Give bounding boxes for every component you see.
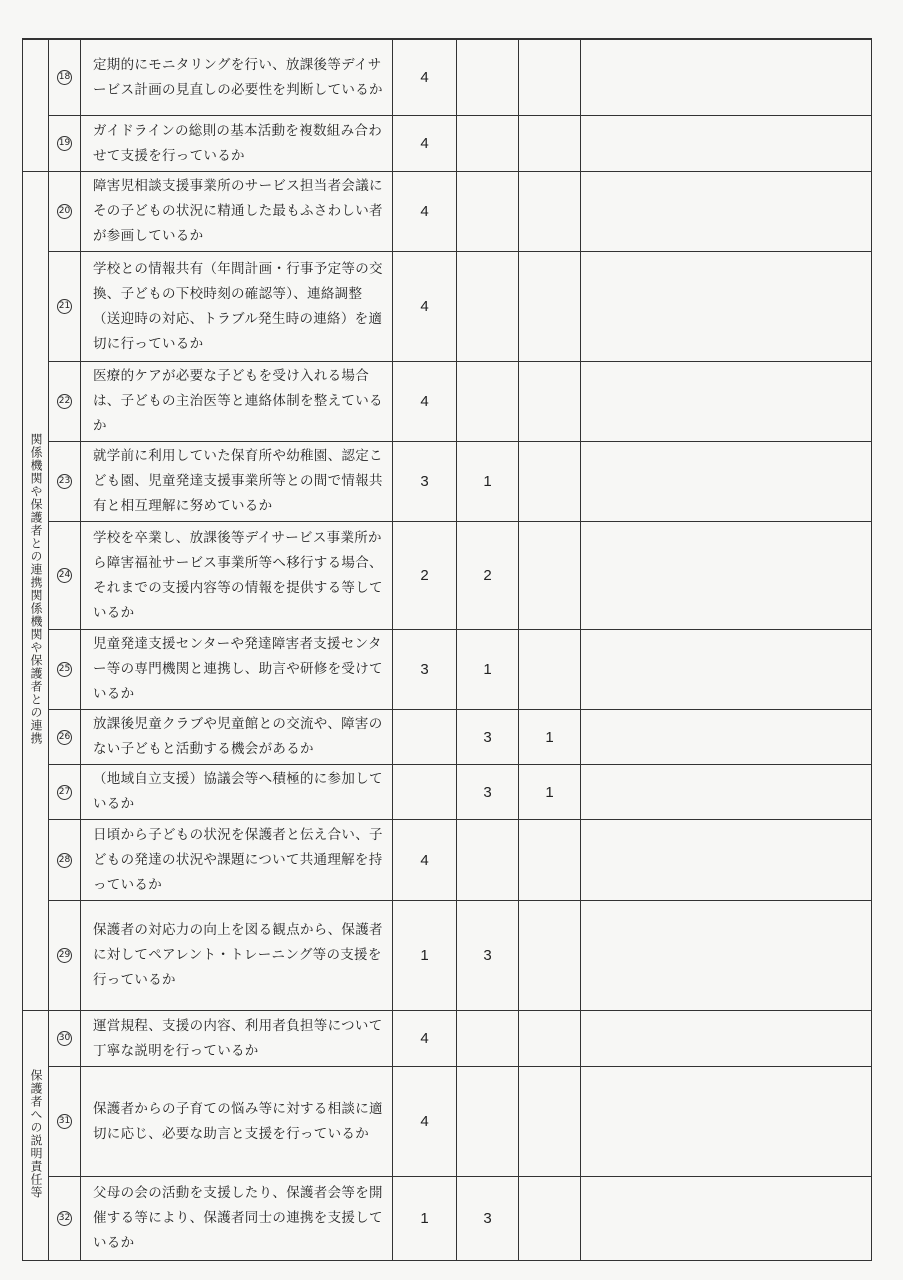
value-col-3 xyxy=(519,630,581,710)
question-text: 運営規程、支援の内容、利用者負担等について丁寧な説明を行っているか xyxy=(81,1011,393,1067)
value-col-3 xyxy=(519,1177,581,1261)
item-number: 20 xyxy=(49,172,81,252)
comment-cell xyxy=(581,40,872,116)
value-col-2: 3 xyxy=(457,765,519,820)
table-row xyxy=(23,820,872,901)
comment-cell xyxy=(581,172,872,252)
value-col-2: 3 xyxy=(457,710,519,765)
table-row xyxy=(23,1177,872,1261)
table-row xyxy=(23,630,872,710)
value-col-3 xyxy=(519,901,581,1011)
value-col-3 xyxy=(519,116,581,172)
table-row xyxy=(23,442,872,522)
question-text: 放課後児童クラブや児童館との交流や、障害のない子どもと活動する機会があるか xyxy=(81,710,393,765)
comment-cell xyxy=(581,522,872,630)
table-row xyxy=(23,1067,872,1177)
item-number: 25 xyxy=(49,630,81,710)
question-text: 定期的にモニタリングを行い、放課後等デイサービス計画の見直しの必要性を判断しているか xyxy=(81,40,393,116)
value-col-3: 1 xyxy=(519,710,581,765)
question-text: 学校との情報共有（年間計画・行事予定等の交換、子どもの下校時刻の確認等）、連絡調整（送迎時の対応、トラブル発生時の連絡）を適切に行っているか xyxy=(81,252,393,362)
comment-cell xyxy=(581,630,872,710)
value-col-3 xyxy=(519,172,581,252)
question-text: 学校を卒業し、放課後等デイサービス事業所から障害福祉サービス事業所等へ移行する場合、それまでの支援内容等の情報を提供する等しているか xyxy=(81,522,393,630)
comment-cell xyxy=(581,1067,872,1177)
item-number: 23 xyxy=(49,442,81,522)
value-col-2 xyxy=(457,362,519,442)
value-col-3 xyxy=(519,40,581,116)
value-col-3 xyxy=(519,522,581,630)
value-col-1 xyxy=(393,765,457,820)
value-col-3 xyxy=(519,1011,581,1067)
question-text: 父母の会の活動を支援したり、保護者会等を開催する等により、保護者同士の連携を支援しているか xyxy=(81,1177,393,1261)
value-col-3 xyxy=(519,252,581,362)
item-number: 18 xyxy=(49,40,81,116)
comment-cell xyxy=(581,362,872,442)
table-row xyxy=(23,172,872,252)
question-text: ガイドラインの総則の基本活動を複数組み合わせて支援を行っているか xyxy=(81,116,393,172)
value-col-2: 3 xyxy=(457,1177,519,1261)
comment-cell xyxy=(581,442,872,522)
question-text: 就学前に利用していた保育所や幼稚園、認定こども園、児童発達支援事業所等との間で情報共有と相互理解に努めているか xyxy=(81,442,393,522)
comment-cell xyxy=(581,1177,872,1261)
table-row xyxy=(23,901,872,1011)
item-number: 32 xyxy=(49,1177,81,1261)
value-col-2 xyxy=(457,820,519,901)
value-col-2 xyxy=(457,116,519,172)
table-row xyxy=(23,710,872,765)
value-col-1: 4 xyxy=(393,116,457,172)
question-text: （地域自立支援）協議会等へ積極的に参加しているか xyxy=(81,765,393,820)
value-col-3 xyxy=(519,1067,581,1177)
value-col-1: 4 xyxy=(393,362,457,442)
value-col-2: 1 xyxy=(457,630,519,710)
item-number: 30 xyxy=(49,1011,81,1067)
item-number: 26 xyxy=(49,710,81,765)
table-row xyxy=(23,1011,872,1067)
value-col-2 xyxy=(457,1067,519,1177)
value-col-2: 3 xyxy=(457,901,519,1011)
value-col-1: 3 xyxy=(393,630,457,710)
value-col-1: 1 xyxy=(393,901,457,1011)
comment-cell xyxy=(581,116,872,172)
item-number: 24 xyxy=(49,522,81,630)
value-col-1: 1 xyxy=(393,1177,457,1261)
question-text: 医療的ケアが必要な子どもを受け入れる場合は、子どもの主治医等と連絡体制を整えているか xyxy=(81,362,393,442)
value-col-1: 4 xyxy=(393,40,457,116)
category-cell xyxy=(23,40,49,172)
evaluation-table-sheet xyxy=(22,38,872,1251)
question-text: 日頃から子どもの状況を保護者と伝え合い、子どもの発達の状況や課題について共通理解を持っているか xyxy=(81,820,393,901)
table-row xyxy=(23,765,872,820)
value-col-1: 4 xyxy=(393,820,457,901)
value-col-3 xyxy=(519,362,581,442)
value-col-2 xyxy=(457,252,519,362)
comment-cell xyxy=(581,1011,872,1067)
value-col-1: 4 xyxy=(393,1011,457,1067)
comment-cell xyxy=(581,765,872,820)
item-number: 28 xyxy=(49,820,81,901)
item-number: 22 xyxy=(49,362,81,442)
value-col-1: 4 xyxy=(393,252,457,362)
category-label: 保護者への説明責任等 xyxy=(29,1068,43,1199)
value-col-1 xyxy=(393,710,457,765)
value-col-2: 1 xyxy=(457,442,519,522)
comment-cell xyxy=(581,252,872,362)
evaluation-table xyxy=(22,39,872,1261)
question-text: 児童発達支援センターや発達障害者支援センター等の専門機関と連携し、助言や研修を受けているか xyxy=(81,630,393,710)
category-cell xyxy=(23,1011,49,1261)
item-number: 27 xyxy=(49,765,81,820)
value-col-2: 2 xyxy=(457,522,519,630)
value-col-1: 4 xyxy=(393,1067,457,1177)
item-number: 29 xyxy=(49,901,81,1011)
value-col-2 xyxy=(457,1011,519,1067)
category-cell xyxy=(23,172,49,1011)
value-col-1: 2 xyxy=(393,522,457,630)
table-row xyxy=(23,116,872,172)
value-col-2 xyxy=(457,172,519,252)
value-col-3 xyxy=(519,820,581,901)
question-text: 障害児相談支援事業所のサービス担当者会議にその子どもの状況に精通した最もふさわしい者が参画しているか xyxy=(81,172,393,252)
value-col-1: 4 xyxy=(393,172,457,252)
table-row xyxy=(23,522,872,630)
item-number: 21 xyxy=(49,252,81,362)
table-row xyxy=(23,40,872,116)
value-col-3: 1 xyxy=(519,765,581,820)
value-col-1: 3 xyxy=(393,442,457,522)
item-number: 19 xyxy=(49,116,81,172)
question-text: 保護者の対応力の向上を図る観点から、保護者に対してペアレント・トレーニング等の支援を行っているか xyxy=(81,901,393,1011)
comment-cell xyxy=(581,710,872,765)
item-number: 31 xyxy=(49,1067,81,1177)
comment-cell xyxy=(581,901,872,1011)
category-label: 関係機関や保護者との連携関係機関や保護者との連携 xyxy=(29,433,43,745)
table-row xyxy=(23,252,872,362)
comment-cell xyxy=(581,820,872,901)
value-col-2 xyxy=(457,40,519,116)
table-row xyxy=(23,362,872,442)
question-text: 保護者からの子育ての悩み等に対する相談に適切に応じ、必要な助言と支援を行っているか xyxy=(81,1067,393,1177)
value-col-3 xyxy=(519,442,581,522)
